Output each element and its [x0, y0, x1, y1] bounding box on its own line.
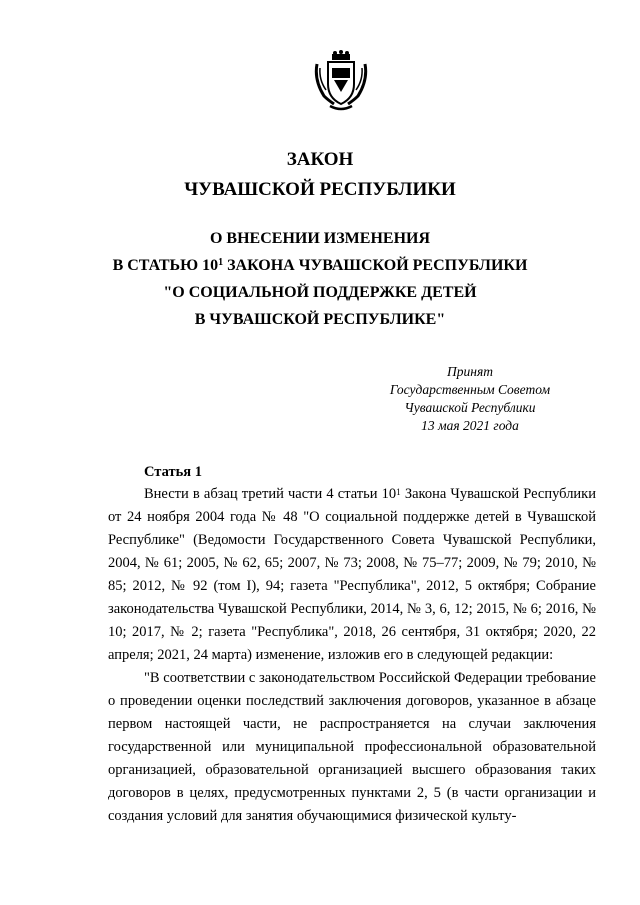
subtitle-line-2-end: ЗАКОНА ЧУВАШСКОЙ РЕСПУБЛИКИ — [223, 257, 528, 274]
law-subtitle — [0, 225, 640, 333]
adoption-note — [360, 363, 580, 435]
paragraph-1-rest: Закона Чувашской Республики от 24 ноября 2004 года № 48 "О социальной поддержке детей в Чувашской Республике" (Ведомости Государственного Совета Чувашской Республики, 2004, № 61; 2005, № 62, 65; 2007, № 73; 2008, № 75–77; 2009, № 79; 2010, № 85; 2012, № 92 (том I), 94; газета "Республика", 2012, 5 октября; Собрание законодательства Чувашской Республики, 2014, № 3, 6, 12; 2015, № 6; 2016, № 10; 2017, № 2; газета "Республика", 2018, 26 сентября, 31 октября; 2020, 22 апреля; 2021, 24 марта) изменение, изложив его в следующей редакции: — [108, 486, 596, 663]
subtitle-line-4: В ЧУВАШСКОЙ РЕСПУБЛИКЕ" — [194, 311, 446, 328]
subtitle-line-2 — [0, 252, 640, 279]
adoption-date: 13 мая 2021 года — [421, 418, 519, 433]
paragraph-1-start: Внести в абзац третий части 4 статьи 10 — [144, 486, 397, 502]
article-heading: Статья 1 — [144, 464, 202, 480]
article-body — [108, 483, 596, 828]
article-superscript: 1 — [396, 487, 401, 497]
issuer-title: ЧУВАШСКОЙ РЕСПУБЛИКИ — [184, 179, 456, 200]
subtitle-line-2-start: В СТАТЬЮ 10 — [112, 257, 219, 274]
document-type-title: ЗАКОН — [286, 149, 354, 170]
adoption-line-3: Чувашской Республики — [404, 400, 536, 415]
article-paragraph-2: "В соответствии с законодательством Российской Федерации требование о проведении оценки последствий заключения договоров, указанное в абзаце первом настоящей части, не распространяется на случаи заключения государственной или муниципальной профессиональной образовательной организацией, образовательной организацией высшего образования таких договоров в целях, предусмотренных пунктами 2, 5 (в части организации и создания условий для занятия обучающимися физической культу- — [108, 670, 596, 824]
article-superscript: 1 — [218, 257, 224, 268]
chuvash-republic-coat-of-arms-icon — [314, 50, 368, 112]
adoption-line-2: Государственным Советом — [389, 382, 551, 397]
subtitle-line-1: О ВНЕСЕНИИ ИЗМЕНЕНИЯ — [209, 230, 431, 247]
article-paragraph-1 — [108, 483, 596, 667]
subtitle-line-3: "О СОЦИАЛЬНОЙ ПОДДЕРЖКЕ ДЕТЕЙ — [163, 284, 477, 301]
adoption-line-1: Принят — [447, 364, 493, 379]
